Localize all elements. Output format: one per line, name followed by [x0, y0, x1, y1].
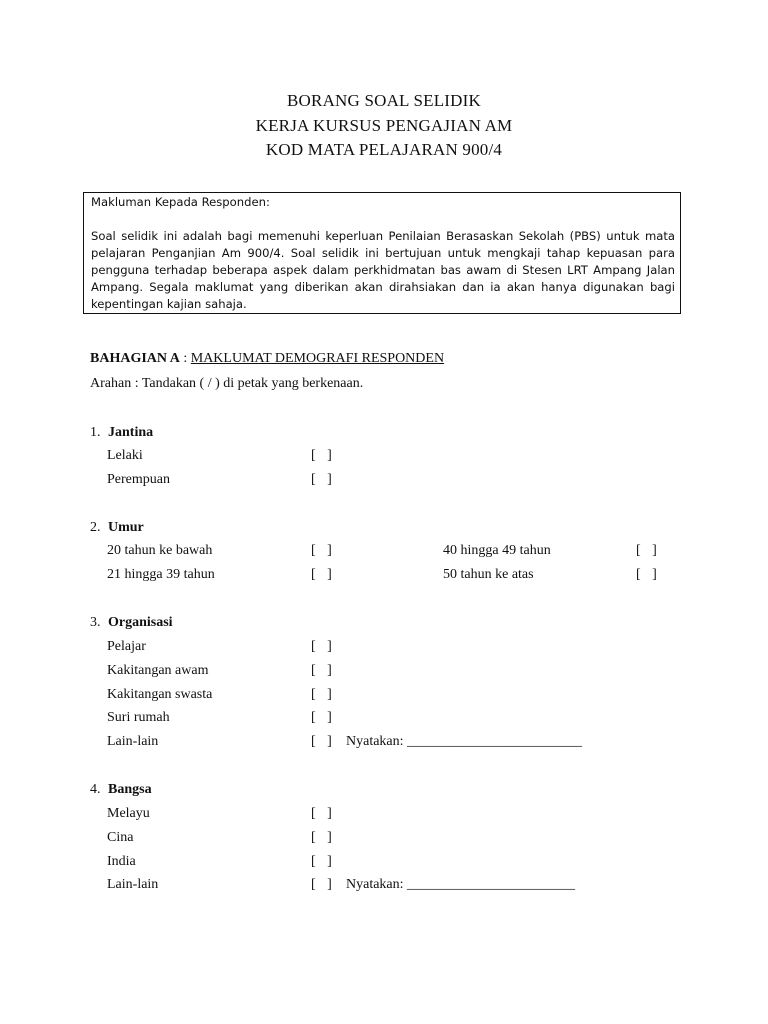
q3-checkbox-kakitangan-swasta[interactable]: [ ] [311, 687, 332, 702]
q3-option-lain-lain: Lain-lain [107, 734, 159, 749]
section-a-title: MAKLUMAT DEMOGRAFI RESPONDEN [190, 351, 445, 366]
q3-title: Organisasi [108, 615, 173, 630]
q4-checkbox-lain-lain[interactable]: [ ] [311, 877, 332, 892]
q4-option-lain-lain: Lain-lain [107, 877, 159, 892]
q4-checkbox-cina[interactable]: [ ] [311, 830, 332, 845]
section-a-instruction: Arahan : Tandakan ( / ) di petak yang berkenaan. [90, 376, 364, 391]
section-a-heading [90, 351, 444, 367]
q2-number: 2. [90, 520, 101, 535]
q3-option-kakitangan-awam: Kakitangan awam [107, 663, 209, 678]
form-header [0, 89, 768, 163]
q1-checkbox-perempuan[interactable]: [ ] [311, 472, 332, 487]
q2-title: Umur [108, 520, 144, 535]
q3-option-kakitangan-swasta: Kakitangan swasta [107, 687, 213, 702]
q4-title: Bangsa [108, 782, 152, 797]
q3-checkbox-lain-lain[interactable]: [ ] [311, 734, 332, 749]
q1-title: Jantina [108, 425, 154, 440]
q2-checkbox-50-above[interactable]: [ ] [636, 567, 657, 582]
q3-specify-field[interactable]: Nyatakan: _________________________ [346, 734, 583, 749]
q4-option-cina: Cina [107, 830, 134, 845]
notice-heading: Makluman Kepada Responden: [91, 195, 270, 209]
respondent-notice-box [83, 192, 681, 314]
q3-checkbox-suri-rumah[interactable]: [ ] [311, 710, 332, 725]
q1-option-lelaki: Lelaki [107, 448, 143, 463]
q3-option-pelajar: Pelajar [107, 639, 146, 654]
q4-specify-field[interactable]: Nyatakan: ________________________ [346, 877, 576, 892]
q2-checkbox-under-20[interactable]: [ ] [311, 543, 332, 558]
q2-option-21-39: 21 hingga 39 tahun [107, 567, 215, 582]
q4-checkbox-india[interactable]: [ ] [311, 854, 332, 869]
form-subtitle: KERJA KURSUS PENGAJIAN AM [255, 115, 513, 135]
q2-option-40-49: 40 hingga 49 tahun [443, 543, 551, 558]
q1-option-perempuan: Perempuan [107, 472, 170, 487]
q3-checkbox-kakitangan-awam[interactable]: [ ] [311, 663, 332, 678]
q4-number: 4. [90, 782, 101, 797]
q2-option-50-above: 50 tahun ke atas [443, 567, 534, 582]
q3-number: 3. [90, 615, 101, 630]
section-a-separator: : [179, 351, 191, 366]
q2-option-under-20: 20 tahun ke bawah [107, 543, 213, 558]
form-title: BORANG SOAL SELIDIK [287, 91, 481, 110]
subject-code: KOD MATA PELAJARAN 900/4 [265, 140, 503, 159]
q2-checkbox-40-49[interactable]: [ ] [636, 543, 657, 558]
q4-option-india: India [107, 854, 136, 869]
q4-option-melayu: Melayu [107, 806, 150, 821]
q3-option-suri-rumah: Suri rumah [107, 710, 170, 725]
section-a-label: BAHAGIAN A [90, 351, 180, 366]
q4-checkbox-melayu[interactable]: [ ] [311, 806, 332, 821]
q1-checkbox-lelaki[interactable]: [ ] [311, 448, 332, 463]
q3-checkbox-pelajar[interactable]: [ ] [311, 639, 332, 654]
notice-body: Soal selidik ini adalah bagi memenuhi keperluan Penilaian Berasaskan Sekolah (PBS) untuk mata pelajaran Penganjian Am 900/4. Soal selidik ini bertujuan untuk mengkaji tahap kepuasan para pengguna terhadap beberapa aspek dalam perkhidmatan bas awam di Stesen LRT Ampang Jalan Ampang. Segala maklumat yang diberikan akan dirahsiakan dan ia akan hanya digunakan bagi kepentingan kajian sahaja. [91, 229, 675, 311]
q2-checkbox-21-39[interactable]: [ ] [311, 567, 332, 582]
q1-number: 1. [90, 425, 101, 440]
